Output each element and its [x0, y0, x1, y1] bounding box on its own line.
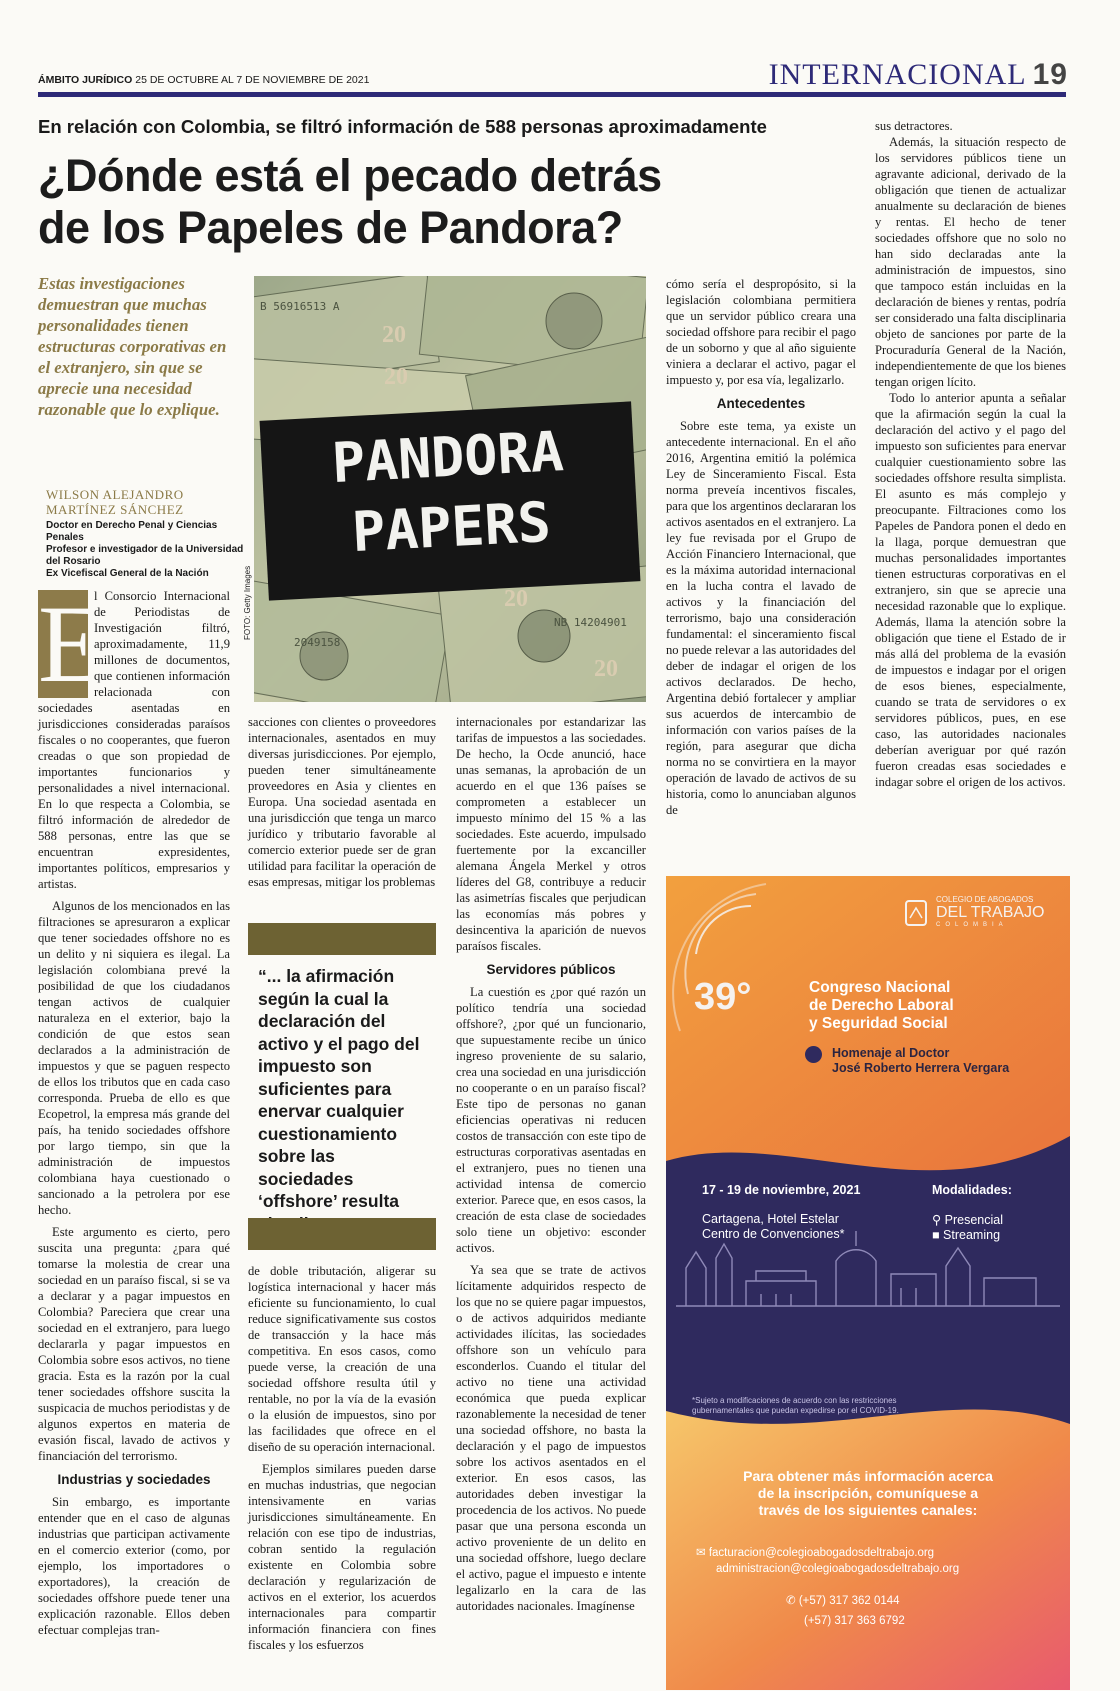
ad-org-logo — [936, 896, 1044, 929]
svg-text:20: 20 — [594, 656, 618, 682]
paragraph: l Consorcio Internacional de Periodistas de Investigación filtró, aproximadamente, 11,9 millones de documentos, que contienen información relacionada con sociedades asentadas en jurisdicciones consideradas paraísos fiscales o no cooperantes, que fueron creadas o que son propiedad de importantes funcionarios y personalidades a nivel internacional. En lo que respecta a Colombia, se filtró información de alrededor de 588 personas, entre las que se encuentran expresidentes, importantes políticos, empresarios y artistas. — [38, 589, 230, 891]
paragraph: Sobre este tema, ya existe un antecedente internacional. En el año 2016, Argentina emitió la polémica Ley de Sinceramiento Fiscal. Esta norma preveía incentivos fiscales, para que los argentinos declararan los activos asentados en el extranjero. La ley fue revisada por el Grupo de Acción Financiero Internacional, que es la máxima autoridad internacional en la lucha contra el lavado de activos y la financiación del terrorismo, bajo una consideración fundamental: el sinceramiento fiscal no puede relevar a las autoridades del deber de indagar el origen de los activos declarados. De hecho, Argentina debió fortalecer y ampliar sus acuerdos de intercambio de información con varios países de la región, para asegurar que dicha norma no se convirtiera en la mayor operación de lavado de activos de su historia, como lo anunciaban algunos de — [666, 419, 856, 817]
subheading-industrias: Industrias y sociedades — [57, 1472, 211, 1487]
disclaimer-line: gubernamentales que puedan expedirse por el COVID-19. — [692, 1406, 899, 1415]
paragraph: Además, la situación respecto de los servidores públicos tiene un agravante adicional, derivado de la obligación que tienen de actualizar anualmente su declaración de bienes y rentas. El hecho de tener sociedades offshore que no solo no han sido declaradas ante la administración de impuestos, sino que tampoco están incluidas en la declaración de bienes y rentas, podría ser considerado una falta disciplinaria objeto de sanciones por parte de la Procuraduría General de la Nación, independientemente de que los bienes tengan origen lícito. — [875, 135, 1066, 389]
ad-title — [809, 979, 954, 1033]
info-line: través de los siguientes canales: — [758, 1502, 978, 1518]
svg-text:20: 20 — [382, 322, 406, 348]
phone-number[interactable]: (+57) 317 363 6792 — [804, 1615, 905, 1627]
phone-number[interactable]: (+57) 317 362 0144 — [798, 1595, 900, 1607]
section-name: INTERNACIONAL — [768, 58, 1027, 91]
kicker: En relación con Colombia, se filtró información de 588 personas aproximadamente — [38, 116, 767, 137]
running-head — [38, 74, 369, 86]
paragraph: sacciones con clientes o proveedores internacionales, asentados en muy diversas jurisdicciones. Por ejemplo, pueden tener simultáneamente proveedores en Asia y clientes en Europa. Una sociedad asentada en una jurisdicción que tenga un marco jurídico y tributario favorable al comercio exterior puede ser de gran utilidad para facilitar la operación de esas empresas, mitigar los problemas — [248, 715, 436, 889]
paragraph: La cuestión es ¿por qué razón un político tendría una sociedad offshore?, ¿por qué un funcionario, que supuestamente recibe un único ingreso proveniente de su salario, crea una sociedad en una jurisdicción no cooperante o en un paraíso fiscal? Este tipo de personas no ganan eficiencias operativas ni reducen costos de transacción con este tipo de estructuras corporativas asentadas en el extranjero, pues no tienen una actividad intensa de comercio exterior. Parece que, en esos casos, la creación de esta clase de sociedades solo tiene un objetivo: esconder activos. — [456, 985, 646, 1255]
ad-disclaimer — [692, 1396, 899, 1416]
paragraph: cómo sería el despropósito, si la legislación colombiana permitiera que un servidor público creara una sociedad offshore para recibir el pago de un soborno y que al año siguiente viniera a declarar el activo, pagar el impuesto y, por esa vía, legalizarlo. — [666, 277, 856, 387]
page-number: 19 — [1032, 58, 1068, 91]
ad-tribute — [832, 1046, 1009, 1076]
drop-cap: E — [38, 583, 106, 705]
pull-quote-bar-top — [248, 923, 436, 955]
ad-venue — [702, 1212, 844, 1242]
ad-edition-number: 39° — [694, 976, 752, 1018]
credential-line: Doctor en Derecho Penal y Ciencias Penales — [46, 520, 218, 543]
subheading-antecedentes: Antecedentes — [716, 396, 806, 411]
paragraph: Sin embargo, es importante entender que en el caso de algunas industrias que participan activamente en el comercio exterior (como, por ejemplo, los importadores o exportadores), la creación de sociedades offshore puede tener una explicación razonable. Ellos deben efectuar complejas tran- — [38, 1495, 230, 1637]
video-camera-icon: ■ — [932, 1228, 940, 1242]
ad-title-line: de Derecho Laboral — [809, 997, 954, 1014]
credential-line: Profesor e investigador de la Universidad del Rosario — [46, 544, 244, 567]
ad-modalities-label: Modalidades: — [932, 1183, 1012, 1197]
article-column-2-bottom — [248, 1263, 436, 1653]
pull-quote-bar-bottom — [248, 1218, 436, 1250]
info-line: de la inscripción, comuníquese a — [757, 1485, 979, 1501]
paragraph: Algunos de los mencionados en las filtraciones se apresuraron a explicar que tener sociedades offshore no es un delito y ni siquiera es ilegal. La legislación colombiana prevé la posibilidad de que los ciudadanos tengan activos de cualquier naturaleza en el exterior, bajo la condición de que estos sean declarados a la administración de impuestos y que se paguen respecto de ellos los tributos que en cada caso corresponda. Prueba de ello es que Ecopetrol, la empresa más grande del país, ha tenido sociedades offshore por largo tiempo, sin que la administración de impuestos colombiana haya cuestionado o sancionado a la petrolera por ese hecho. — [38, 899, 230, 1217]
article-column-4 — [666, 276, 856, 818]
phone-icon: ✆ — [786, 1595, 796, 1607]
congress-advertisement — [666, 876, 1070, 1690]
pandora-papers-photo — [254, 276, 646, 702]
svg-text:2049158: 2049158 — [294, 636, 341, 649]
ad-title-line: Congreso Nacional — [809, 979, 951, 996]
email-link[interactable]: facturacion@colegioabogadosdeltrabajo.org — [708, 1547, 935, 1559]
pull-quote: “... la afirmación según la cual la declaración del activo y el pago del impuesto son suficientes para enervar cualquier cuestionamiento sobre las sociedades ‘offshore’ resulta — [258, 966, 420, 1211]
photo-credit: FOTO: Getty Images — [243, 565, 252, 640]
article-column-3 — [456, 714, 646, 1614]
email-link[interactable]: administracion@colegioabogadosdeltrabajo.org — [716, 1563, 960, 1575]
headline: ¿Dónde está el pecado detrás de los Papeles de Pandora? — [38, 150, 662, 253]
venue-line: Cartagena, Hotel Estelar — [702, 1212, 839, 1226]
award-icon — [805, 1046, 822, 1063]
mail-icon: ✉ — [696, 1547, 706, 1559]
subheading-servidores: Servidores públicos — [486, 962, 616, 977]
svg-text:20: 20 — [504, 586, 528, 612]
ad-info — [666, 1468, 1070, 1519]
tribute-line: José Roberto Herrera Vergara — [832, 1061, 1010, 1075]
paragraph: sus detractores. — [875, 119, 953, 133]
org-line-2: DEL TRABAJO — [936, 904, 1045, 921]
modality-streaming: Streaming — [943, 1228, 1001, 1242]
issue-dates: 25 DE OCTUBRE AL 7 DE NOVIEMBRE DE 2021 — [135, 74, 370, 86]
paragraph: Ya sea que se trate de activos lícitamente adquiridos respecto de los que no se quiere pagar impuestos, o de activos adquiridos mediante actividades ilícitas, las sociedades offshore son un vehículo para esconderlos. Cuando el titular del activo no tiene una actividad económica que pueda explicar razonablemente la necesidad de tener una sociedad offshore, no basta la declaración y el pago de impuestos sobre los activos asentados en el exterior. En esos casos, las autoridades deben investigar la procedencia de los activos. No puede pasar que una persona esconda un activo proveniente de un delito en una sociedad offshore, luego declare el activo, pague el impuesto e intente legalizarlo en la cara de las autoridades nacionales. Imagínense — [456, 1263, 646, 1613]
venue-line: Centro de Convenciones* — [702, 1227, 845, 1241]
paragraph: de doble tributación, aligerar su logística internacional y hacer más eficiente su funcionamiento, lo cual reduce significativamente sus costos de transacción y la hace más competitiva. En esos casos, como puede verse, la creación de una sociedad offshore resulta útil y rentable, no por la vía de la evasión o la elusión de impuestos, sino por las facilidades que ofrece en el diseño de su operación internacional. — [248, 1264, 436, 1454]
header-rule — [38, 92, 1066, 97]
section-header — [769, 58, 1068, 92]
paragraph: Todo lo anterior apunta a señalar que la afirmación según la cual la declaración del activo y el pago del impuesto son suficientes para enervar cualquier cuestionamiento sobre las sociedades offshore resulta simplista. El asunto es más complejo y preocupante. Filtraciones como los Papeles de Pandora ponen el dedo en la llaga, porque demuestran que muchas personalidades importantes tienen estructuras corporativas en el extranjero, sin que se aprecie una necesidad razonable que lo explique. Además, llama la atención sobre la obligación que tiene el Estado de ir más allá del problema de la evasión de impuestos e indagar por el origen de esos bienes, especialmente, cuando se trata de servidores o ex servidores públicos, pues, en ese caso, las autoridades nacionales deberían averiguar por qué razón fueron creadas esas sociedades e indagar sobre el origen de los activos. — [875, 391, 1066, 789]
org-line-1: COLEGIO DE ABOGADOS — [936, 895, 1034, 904]
article-column-1 — [38, 583, 230, 1638]
banknotes-image — [254, 276, 646, 702]
tribute-line: Homenaje al Doctor — [832, 1046, 950, 1060]
info-line: Para obtener más información acerca — [743, 1468, 993, 1484]
svg-text:B 56916513 A: B 56916513 A — [260, 300, 340, 313]
paragraph: Ejemplos similares pueden darse en muchas industrias, que negocian intensivamente en varias jurisdicciones simultáneamente. En relación con ese tipo de industrias, cobran sentido la regulación existente en Colombia sobre declaración y regularización de activos en el exterior, los acuerdos internacionales para compartir información financiera con fines fiscales y los esfuerzos — [248, 1462, 436, 1652]
credential-line: Ex Vicefiscal General de la Nación — [46, 568, 209, 579]
ad-modalities — [932, 1213, 1003, 1243]
paragraph: Este argumento es cierto, pero suscita una pregunta: ¿para qué tomarse la molestia de crear una sociedad en un paraíso fiscal, si se va a declarar y a pagar impuestos en Colombia? Pareciera que crear una sociedad en el extranjero, para luego declararla y pagar impuestos en Colombia sobre esos activos, no tiene gracia. Esta es la razón por la cual tener sociedades offshore suscita la suspicacia de muchos periodistas y de algunos expertos en materia de evasión fiscal, lavado de activos y financiación del terrorismo. — [38, 1225, 230, 1463]
ad-date: 17 - 19 de noviembre, 2021 — [702, 1183, 861, 1197]
svg-text:NB 14204901: NB 14204901 — [554, 616, 627, 629]
ad-title-line: y Seguridad Social — [809, 1015, 948, 1032]
org-line-3: COLOMBIA — [936, 922, 1008, 928]
ad-emails — [696, 1545, 959, 1577]
location-pin-icon: ⚲ — [932, 1213, 942, 1227]
photo-text-papers: PAPERS — [350, 489, 553, 565]
article-column-5 — [875, 118, 1066, 790]
lead-paragraph: Estas investigaciones demuestran que muchas personalidades tienen estructuras corporativas en el extranjero, sin que se aprecie una necesidad razonable que lo explique. — [38, 274, 227, 419]
author-name: WILSON ALEJANDRO MARTÍNEZ SÁNCHEZ — [46, 487, 184, 517]
photo-text-pandora: PANDORA — [330, 419, 566, 496]
svg-text:20: 20 — [384, 364, 408, 390]
publication-name: ÁMBITO JURÍDICO — [38, 74, 133, 86]
author-credentials — [46, 520, 246, 580]
article-column-2-top — [248, 714, 436, 890]
disclaimer-line: *Sujeto a modificaciones de acuerdo con las restricciones — [692, 1396, 897, 1405]
ad-phones — [786, 1591, 905, 1631]
modality-presencial: Presencial — [944, 1213, 1004, 1227]
paragraph: internacionales por estandarizar las tarifas de impuestos a las sociedades. De hecho, la Ocde anunció, hace unas semanas, la aprobación de un acuerdo en el que 136 países se comprometen a establecer un impuesto mínimo del 15 % a las sociedades. Este acuerdo, impulsado fuertemente por la excanciller alemana Ángela Merkel y otros líderes del G8, contribuye a reducir las asimetrías fiscales que perjudican las economías más pobres y desincentiva la aparición de nuevos paraísos fiscales. — [456, 715, 646, 953]
